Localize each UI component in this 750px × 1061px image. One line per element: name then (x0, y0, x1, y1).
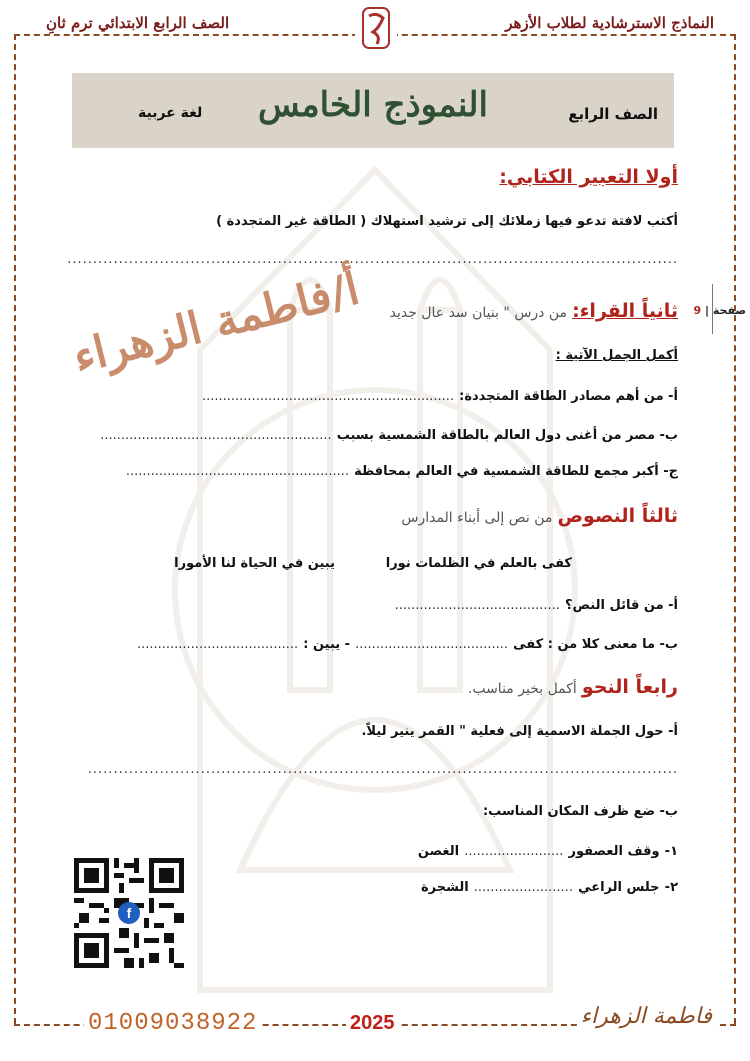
list-item: ٢- جلس الراعي ........................ الشجرة (420, 880, 678, 895)
author-stamp: أ/فاطمة الزهراء (68, 263, 365, 384)
grade-label: الصف الرابع (568, 105, 658, 123)
header-grade-term: الصف الرابع الابتدائي ترم ثانِ (40, 14, 235, 32)
list-item: ١- وقف العصفور ........................ الغصن (417, 844, 678, 859)
section4-question-2: ب- ضع ظرف المكان المناسب: (482, 804, 678, 819)
verse-left: يبين في الحياة لنا الأمورا (174, 556, 335, 571)
section2-heading: ثانياً القراء: (572, 300, 678, 322)
subject-label: لغة عربية (138, 105, 203, 121)
page-label: صفحة (712, 304, 746, 317)
section3-heading-row (401, 505, 678, 527)
footer-year: 2025 (346, 1012, 399, 1035)
facebook-icon[interactable]: f (118, 902, 140, 924)
section3-source: من نص إلى أبناء المدارس (401, 510, 553, 526)
section4-heading-row (468, 676, 678, 698)
frame-right-border (734, 34, 736, 1024)
footer-signature: فاطمة الزهراء (577, 1004, 716, 1029)
footer-phone: 01009038922 (84, 1010, 261, 1037)
calligraphy-logo-icon (355, 4, 397, 56)
section3-heading: ثالثاً النصوص (557, 505, 678, 527)
exam-title: النموذج الخامس (258, 85, 488, 125)
page-number-tag: صفحة | 9 (693, 304, 746, 317)
header-series-title: النماذج الاسترشادية لطلاب الأزهر (499, 14, 720, 32)
title-band (72, 73, 674, 148)
section4-question-1: أ- حول الجملة الاسمية إلى فعلية " القمر ينير ليلاً. (361, 724, 678, 739)
section2-heading-row (390, 300, 678, 322)
frame-left-border (14, 34, 16, 1024)
section2-source: من درس " بنيان سد عال جديد (389, 305, 568, 321)
list-item: ب- مصر من أغنى دول العالم بالطاقة الشمسية بسبب ........................................................ (100, 428, 678, 443)
section4-heading: رابعاً النحو (581, 676, 678, 698)
list-item: ج- أكبر مجمع للطاقة الشمسية في العالم بمحافظة ...................................................... (125, 464, 678, 479)
list-item: أ- من أهم مصادر الطاقة المتجددة: ............................................................. (201, 389, 678, 404)
section4-instruction: أكمل بخير مناسب. (467, 681, 577, 697)
section3-question-1: أ- من قائل النص؟ ........................................ (394, 598, 678, 613)
section1-heading: أولا التعبير الكتابي: (499, 166, 678, 188)
verse-right: كفى بالعلم في الظلمات نورا (385, 556, 572, 571)
section1-answer-line: ....................................................................................................................... (67, 252, 678, 267)
page-number: 9 (693, 304, 702, 317)
section4-answer-line: ................................................................................................................... (87, 762, 678, 777)
section3-question-2: ب- ما معنى كلا من : كفى ..................................... - يبين : ....................................... (136, 637, 678, 652)
section2-instruction: أكمل الجمل الآتية : (555, 348, 678, 363)
section1-prompt: أكتب لافتة تدعو فيها زملائك إلى ترشيد استهلاك ( الطاقة غير المتجددة ) (216, 214, 678, 229)
